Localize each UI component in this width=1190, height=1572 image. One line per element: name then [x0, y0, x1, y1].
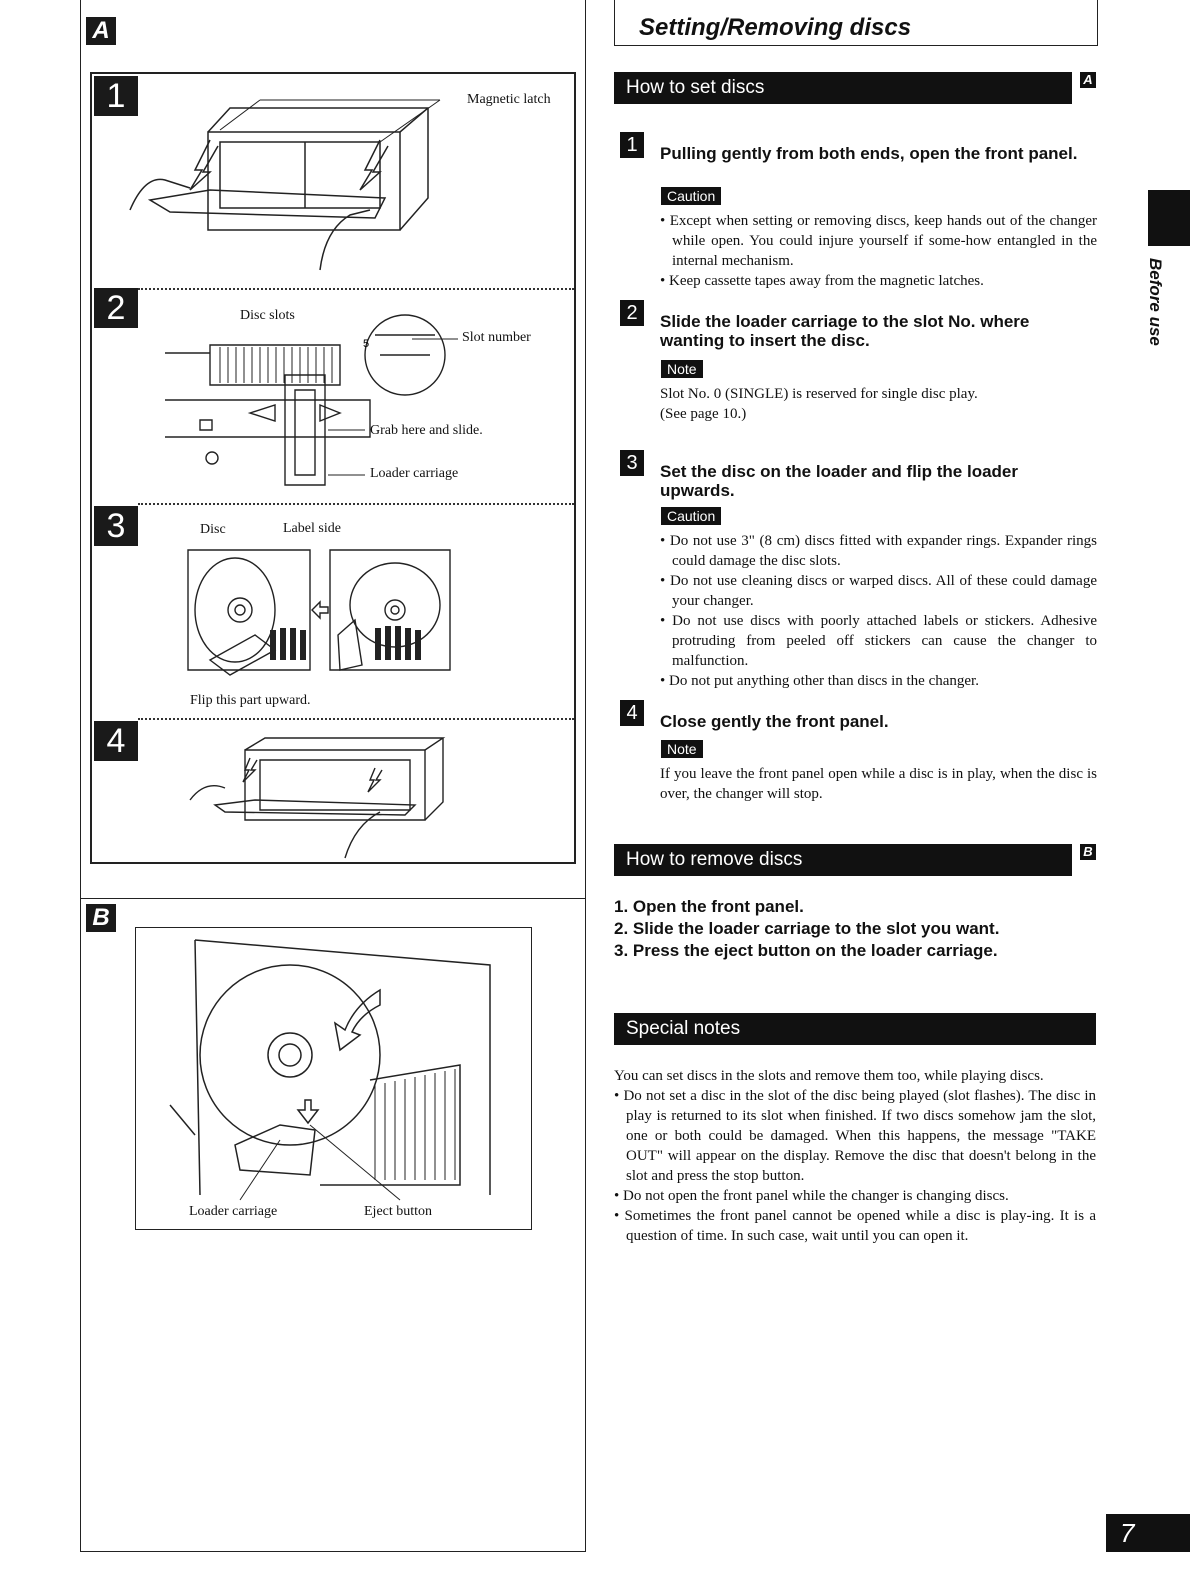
fig-step-2-number: 2	[94, 288, 138, 328]
label-eject-button: Eject button	[364, 1204, 433, 1219]
bullet-item: • Sometimes the front panel cannot be opened while a disc is play-ing. It is a question of time. In such case, wait until you can open it.	[614, 1208, 1096, 1244]
bullet-item: • Do not open the front panel while the changer is changing discs.	[614, 1188, 1009, 1204]
list-item: 3. Press the eject button on the loader carriage.	[614, 941, 998, 960]
caution-tag: Caution	[661, 187, 721, 205]
section-b-badge: B	[86, 904, 116, 932]
intro-text: You can set discs in the slots and remove them too, while playing discs.	[614, 1068, 1044, 1084]
page-number: 7	[1106, 1514, 1190, 1552]
label-disc-slots: Disc slots	[240, 308, 295, 323]
bullet-item: • Do not use 3" (8 cm) discs fitted with expander rings. Expander rings could damage the disc slots.	[660, 533, 1097, 569]
note-tag: Note	[661, 740, 703, 758]
note-tag: Note	[661, 360, 703, 378]
page-title-box	[614, 0, 1098, 46]
note-line: (See page 10.)	[660, 406, 747, 422]
fig-step-1-number: 1	[94, 76, 138, 116]
bullet-item: • Do not set a disc in the slot of the disc being played (slot flashes). The disc in play is returned to its slot when finished. If two discs somehow jam the slot, one or both could be damaged. When this happens, the message "TAKE OUT" will appear on the display. Remove the disc that doesn't belong in the slot and press the stop button.	[614, 1088, 1096, 1184]
section-tab-marker	[1148, 190, 1190, 246]
bullet-item: • Do not use cleaning discs or warped discs. All of these could damage your changer.	[660, 573, 1097, 609]
section-a-badge: A	[86, 17, 116, 45]
bullet-item: • Do not use discs with poorly attached labels or stickers. Adhesive protruding from peeled off stickers can cause the changer to malfunction.	[660, 613, 1097, 669]
label-magnetic-latch: Magnetic latch	[467, 92, 551, 107]
fig-step-3-number: 3	[94, 506, 138, 546]
fig-eject-disc	[140, 935, 525, 1205]
list-item: 2. Slide the loader carriage to the slot you want.	[614, 919, 1000, 938]
label-loader-carriage: Loader carriage	[370, 466, 459, 481]
how-to-set-discs-header: How to set discs	[614, 72, 1072, 104]
fig-set-disc	[180, 540, 470, 690]
step-4-heading: Close gently the front panel.	[660, 712, 889, 731]
fig-open-front-panel	[110, 80, 470, 280]
bullet-item: • Except when setting or removing discs, keep hands out of the changer while open. You could injure yourself if some-how entangled in the internal mechanism.	[660, 213, 1097, 269]
fig-step-4-number: 4	[94, 721, 138, 761]
divider	[80, 898, 586, 899]
divider	[138, 503, 574, 505]
label-disc: Disc	[200, 522, 226, 537]
ref-badge-b: B	[1080, 844, 1096, 860]
step-1-heading: Pulling gently from both ends, open the front panel.	[660, 144, 1078, 163]
step-1-number: 1	[620, 132, 644, 158]
special-notes-body	[614, 1066, 1096, 1246]
divider	[138, 718, 574, 720]
label-grab-here: Grab here and slide.	[370, 423, 483, 438]
divider	[138, 288, 574, 290]
bullet-item: • Do not put anything other than discs in the changer.	[660, 673, 979, 689]
step-3-heading: Set the disc on the loader and flip the loader upwards.	[660, 462, 1018, 500]
caution-tag: Caution	[661, 507, 721, 525]
step-2-heading: Slide the loader carriage to the slot No. where wanting to insert the disc.	[660, 312, 1030, 350]
step-1-notes	[660, 211, 1097, 291]
page-title: Setting/Removing discs	[639, 14, 912, 41]
step-3-notes	[660, 531, 1097, 691]
section-side-label: Before use	[1146, 258, 1165, 346]
list-item: 1. Open the front panel.	[614, 897, 804, 916]
step-2-number: 2	[620, 300, 644, 326]
fig-close-front-panel	[185, 730, 455, 860]
step-2-note-text	[660, 384, 1097, 424]
ref-badge-a: A	[1080, 72, 1096, 88]
step-4-number: 4	[620, 700, 644, 726]
remove-steps-list	[614, 896, 1094, 962]
label-flip-part: Flip this part upward.	[190, 693, 311, 708]
special-notes-header: Special notes	[614, 1013, 1096, 1045]
how-to-remove-discs-header: How to remove discs	[614, 844, 1072, 876]
note-line: Slot No. 0 (SINGLE) is reserved for single disc play.	[660, 386, 978, 402]
step-4-note-text: If you leave the front panel open while a disc is in play, when the disc is over, the changer will stop.	[660, 766, 1097, 802]
label-label-side: Label side	[283, 521, 341, 536]
step-3-number: 3	[620, 450, 644, 476]
label-slot-number: Slot number	[462, 330, 531, 345]
label-loader-carriage-b: Loader carriage	[189, 1204, 278, 1219]
bullet-item: • Keep cassette tapes away from the magnetic latches.	[660, 273, 984, 289]
slot-digit: 5	[363, 338, 370, 350]
